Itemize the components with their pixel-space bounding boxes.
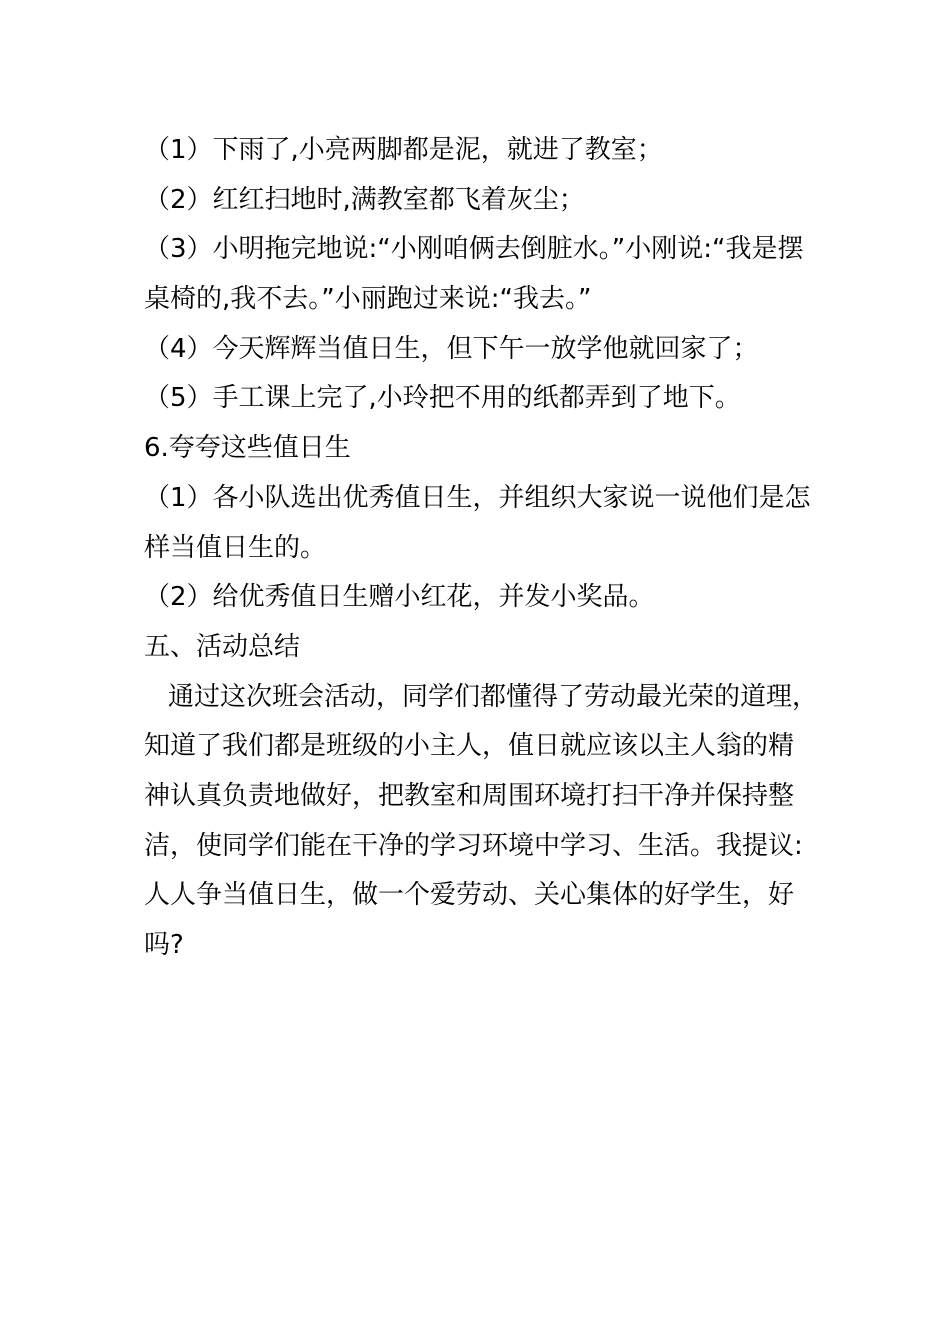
summary-paragraph-line-3: 神认真负责地做好，把教室和周围环境打扫干净并保持整 [144,780,795,811]
summary-paragraph-line-4: 洁，使同学们能在干净的学习环境中学习、生活。我提议: [144,830,803,861]
situation-item-1: （1）下雨了,小亮两脚都是泥，就进了教室； [144,135,663,165]
situation-item-3-line-2: 桌椅的,我不去。”小丽跑过来说:“我去。” [144,284,592,315]
section-heading-praise: 6.夸夸这些值日生 [144,433,351,464]
document-body [144,126,819,971]
summary-paragraph-line-6: 吗? [144,930,184,960]
situation-item-5: （5）手工课上完了,小玲把不用的纸都弄到了地下。 [144,383,741,414]
summary-paragraph-line-2: 知道了我们都是班级的小主人，值日就应该以主人翁的精 [144,731,795,762]
situation-item-2: （2）红红扫地时,满教室都飞着灰尘； [144,184,585,215]
praise-item-2: （2）给优秀值日生赠小红花，并发小奖品。 [144,582,655,613]
situation-item-4: （4）今天辉辉当值日生，但下午一放学他就回家了； [144,333,759,364]
situation-item-3-line-1: （3）小明拖完地说:“小刚咱俩去倒脏水。”小刚说:“我是摆 [144,234,804,265]
summary-paragraph-line-1: 通过这次班会活动，同学们都懂得了劳动最光荣的道理， [168,681,819,712]
summary-paragraph-line-5: 人人争当值日生，做一个爱劳动、关心集体的好学生，好 [144,880,795,911]
praise-item-1-line-2: 样当值日生的。 [144,532,327,563]
section-heading-summary: 五、活动总结 [144,631,301,662]
praise-item-1-line-1: （1）各小队选出优秀值日生，并组织大家说一说他们是怎 [144,482,811,513]
